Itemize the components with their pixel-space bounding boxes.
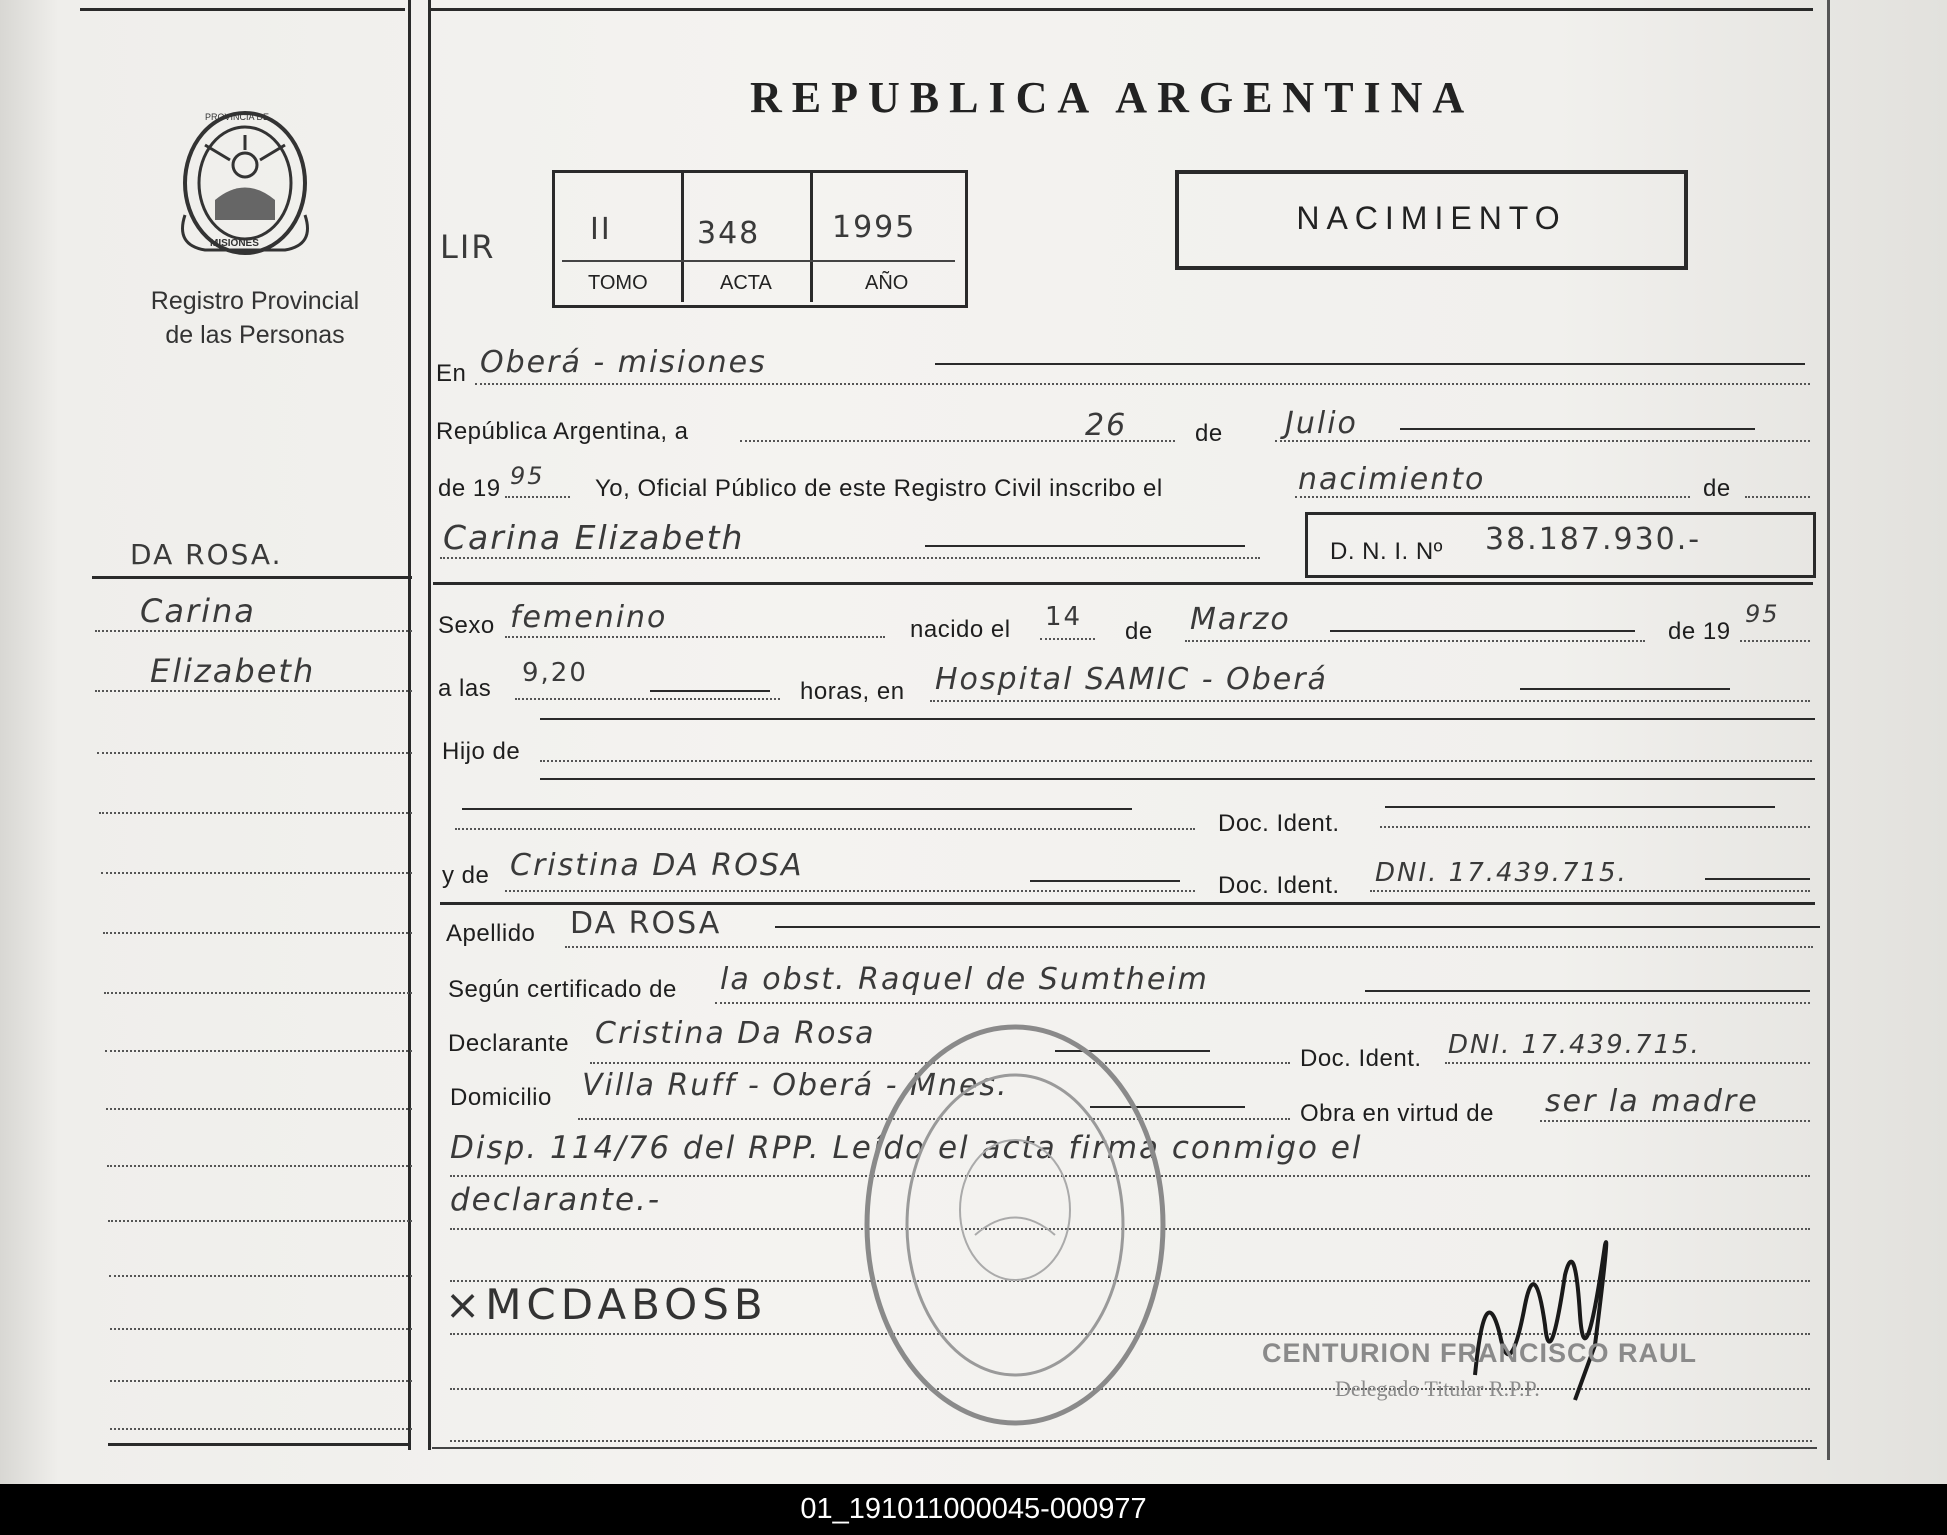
mother-doc-dots (1370, 890, 1810, 892)
country-title: REPUBLICA ARGENTINA (750, 73, 1475, 122)
dni-value: 38.187.930.- (1485, 522, 1702, 557)
margin-dots-6 (103, 932, 412, 934)
declarante-value: Cristina Da Rosa (595, 1016, 876, 1051)
doc-ident-dots-1 (1380, 826, 1810, 828)
declarante-label: Declarante (448, 1030, 570, 1057)
birth-month-line (1330, 630, 1635, 632)
acta-value: 348 (697, 216, 761, 251)
note-dots-6 (450, 1440, 1812, 1442)
apellido-value: DA ROSA (570, 906, 722, 941)
certificate-type: NACIMIENTO (1296, 200, 1567, 236)
margin-name-2: Elizabeth (150, 652, 316, 690)
obra-label: Obra en virtud de (1300, 1100, 1494, 1127)
en-line (935, 363, 1805, 365)
section-rule-2 (440, 902, 1815, 905)
ano-label: AÑO (865, 272, 909, 294)
hijo-line-1 (540, 718, 1815, 720)
volume-box-rule (562, 260, 955, 262)
de19-label-2: de 19 (1668, 618, 1731, 645)
tomo-label: TOMO (588, 272, 648, 294)
month-dots (1275, 440, 1810, 442)
volume-box-divider-2 (810, 172, 813, 302)
note-line-1: Disp. 114/76 del RPP. Leído el acta firma conmigo el (450, 1130, 1363, 1166)
doc-ident-label-2: Doc. Ident. (1218, 872, 1340, 899)
margin-rule (92, 576, 412, 579)
misiones-seal-icon (175, 105, 315, 260)
hijo-dots-2 (455, 828, 1195, 830)
obra-dots (1540, 1120, 1810, 1122)
apellido-dots (565, 946, 1813, 948)
birth-place-line (1520, 688, 1730, 690)
margin-dots-5 (101, 872, 412, 874)
act-type-dots (1295, 496, 1690, 498)
birth-time: 9,20 (522, 658, 588, 688)
doc-ident-label-1: Doc. Ident. (1218, 810, 1340, 837)
segun-dots (715, 1002, 1810, 1004)
sexo-value: femenino (510, 600, 668, 635)
registry-name-line1: Registro Provincial (150, 287, 360, 315)
sexo-dots (505, 636, 885, 638)
yo-text: Yo, Oficial Público de este Registro Civil inscribo el (595, 475, 1163, 502)
time-line (650, 690, 770, 692)
margin-dots-1 (95, 630, 412, 632)
domicilio-label: Domicilio (450, 1084, 552, 1111)
margin-dots-14 (110, 1380, 412, 1382)
hijo-dots (540, 760, 1812, 762)
margin-bottom-rule (108, 1443, 408, 1446)
doc-ident-line-1 (1385, 806, 1775, 808)
en-label: En (436, 360, 467, 387)
official-name: CENTURION FRANCISCO RAUL (1262, 1338, 1697, 1368)
margin-dots-8 (105, 1050, 412, 1052)
top-rule-right (428, 8, 1813, 11)
registration-month: Julio (1285, 406, 1358, 441)
obra-value: ser la madre (1545, 1084, 1759, 1119)
hijo-label: Hijo de (442, 738, 521, 765)
apellido-line (775, 926, 1820, 928)
horas-label: horas, en (800, 678, 905, 705)
de19-label: de 19 (438, 475, 501, 502)
de-label-1: de (1195, 420, 1223, 447)
nacido-label: nacido el (910, 616, 1011, 643)
right-border (1827, 0, 1830, 1460)
ano-value: 1995 (832, 210, 917, 245)
sexo-label: Sexo (438, 612, 495, 639)
place-value: Oberá - misiones (480, 345, 767, 380)
bottom-rule (432, 1447, 1817, 1449)
column-divider-left (408, 0, 411, 1450)
declarant-signature: ×MCDABOSB (445, 1280, 768, 1329)
birth-place-dots (930, 700, 1810, 702)
image-filename: 01_191011000045-000977 (0, 1484, 1947, 1535)
note-line-2: declarante.- (450, 1182, 662, 1218)
birth-place: Hospital SAMIC - Oberá (935, 662, 1328, 697)
margin-dots-12 (109, 1275, 412, 1277)
official-stamp (860, 1020, 1170, 1430)
margin-dots-2 (95, 690, 412, 692)
month-line (1400, 428, 1755, 430)
registry-name-line2: de las Personas (165, 321, 345, 349)
seal-text-bottom: MISIONES (210, 238, 259, 249)
margin-dots-9 (106, 1108, 412, 1110)
margin-dots-13 (110, 1328, 412, 1330)
yde-label: y de (442, 862, 490, 889)
margin-dots-11 (108, 1220, 412, 1222)
dni-label: D. N. I. Nº (1330, 538, 1443, 565)
column-divider-right (428, 0, 431, 1450)
alas-label: a las (438, 675, 492, 702)
hijo-line-2 (540, 778, 1815, 780)
margin-dots-15 (110, 1428, 412, 1430)
domicilio-value: Villa Ruff - Oberá - Mnes. (582, 1068, 1009, 1103)
apellido-label: Apellido (446, 920, 536, 947)
segun-value: la obst. Raquel de Sumtheim (720, 962, 1209, 997)
mother-doc: DNI. 17.439.715. (1375, 858, 1628, 888)
de-label-3: de (1125, 618, 1153, 645)
time-dots (515, 698, 780, 700)
margin-dots-3 (97, 752, 412, 754)
margin-dots-7 (104, 992, 412, 994)
registration-year-suffix: 95 (510, 462, 545, 490)
birth-month: Marzo (1190, 602, 1291, 637)
section-rule-1 (433, 582, 1813, 585)
birth-day-dots (1040, 638, 1095, 640)
de-label-2: de (1703, 475, 1731, 502)
en-dots (475, 383, 1810, 385)
republica-label: República Argentina, a (436, 418, 689, 445)
year-dots (505, 496, 570, 498)
margin-name-1: Carina (140, 592, 256, 630)
margin-surname: DA ROSA. (130, 538, 283, 571)
mother-name-line (1030, 880, 1180, 882)
margin-dots-4 (99, 812, 412, 814)
official-title: Delegado Titular R.P.P. (1335, 1376, 1540, 1401)
doc-ident-label-3: Doc. Ident. (1300, 1045, 1422, 1072)
top-rule-left (80, 8, 405, 11)
child-name: Carina Elizabeth (443, 518, 745, 557)
birth-year-dots (1740, 640, 1810, 642)
birth-day: 14 (1045, 602, 1083, 632)
birth-year-suffix: 95 (1745, 600, 1780, 628)
volume-box-divider-1 (681, 172, 684, 302)
child-name-dots (440, 557, 1260, 559)
act-type: nacimiento (1298, 462, 1486, 497)
mother-name: Cristina DA ROSA (510, 848, 804, 883)
birth-month-dots (1185, 640, 1645, 642)
mother-name-dots (505, 890, 1195, 892)
de2-dots (1745, 496, 1810, 498)
declarante-doc: DNI. 17.439.715. (1448, 1030, 1701, 1060)
mother-doc-line (1705, 878, 1810, 880)
seal-text-top: PROVINCIA DE (205, 112, 270, 122)
book-code: LIR (440, 228, 496, 266)
child-name-line (925, 545, 1245, 547)
hijo-line-3 (462, 808, 1132, 810)
segun-label: Según certificado de (448, 976, 677, 1003)
segun-line (1365, 990, 1810, 992)
tomo-value: II (590, 212, 612, 247)
declarante-doc-dots (1445, 1062, 1810, 1064)
acta-label: ACTA (720, 272, 772, 294)
registration-day: 26 (1085, 408, 1128, 443)
margin-dots-10 (107, 1165, 412, 1167)
